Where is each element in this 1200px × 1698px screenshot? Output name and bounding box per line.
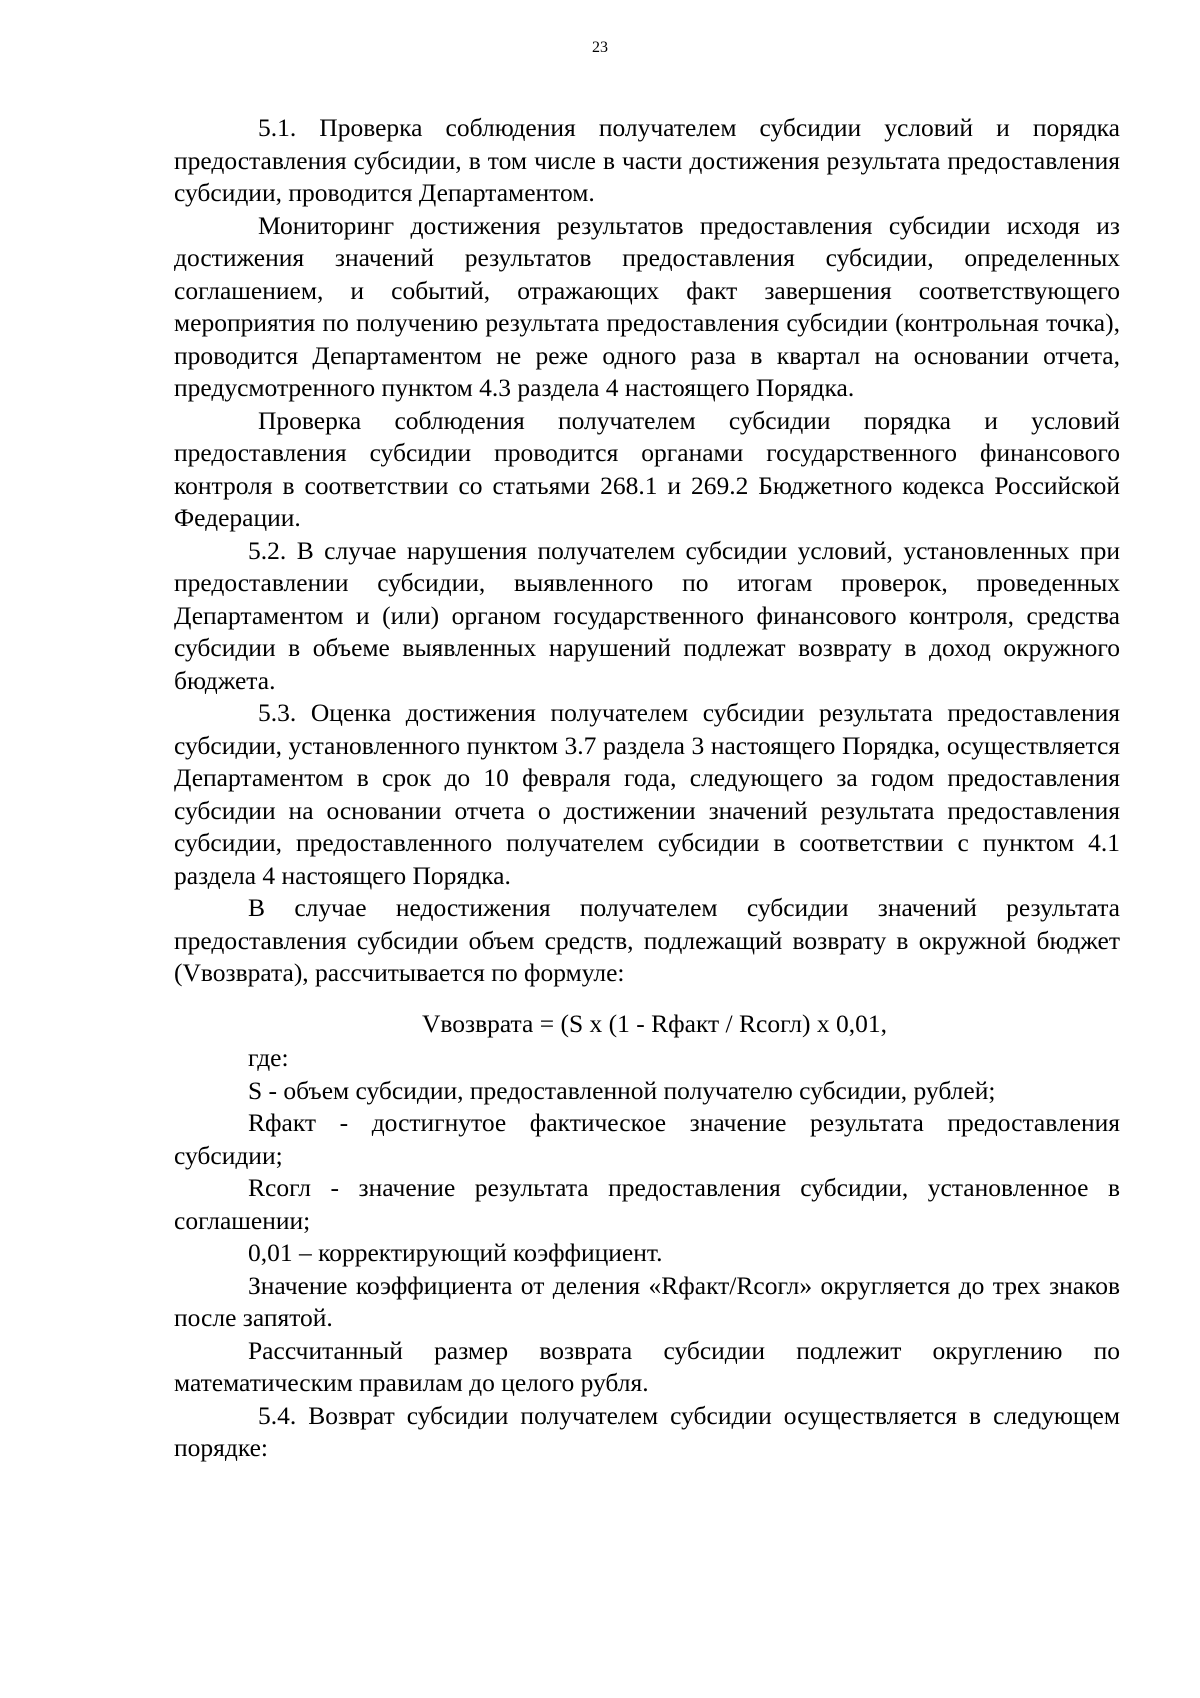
paragraph-5-3: 5.3. Оценка достижения получателем субсидии результата предоставления субсидии, установленного пунктом 3.7 раздела 3 настоящего Порядка, осуществляется Департаментом в срок до 10 февраля года, следующего за годом предоставления субсидии на основании отчета о достижении значений результата предоставления субсидии, предоставленного получателем субсидии в соответствии с пунктом 4.1 раздела 4 настоящего Порядка. (174, 698, 1120, 890)
definition-r-sogl: Rсогл - значение результата предоставления субсидии, установленное в соглашении; (174, 1173, 1120, 1235)
definition-s: S - объем субсидии, предоставленной получателю субсидии, рублей; (248, 1075, 996, 1105)
definition-coefficient: 0,01 – корректирующий коэффициент. (248, 1238, 663, 1267)
paragraph-financial-control: Проверка соблюдения получателем субсидии порядка и условий предоставления субсидии проводится органами государственного финансового контроля в соответствии со статьями 268.1 и 269.2 Бюджетного кодекса Российской Федерации. (174, 405, 1120, 532)
paragraph-5-4: 5.4. Возврат субсидии получателем субсидии осуществляется в следующем порядке: (174, 1400, 1120, 1462)
definition-r-fact: Rфакт - достигнутое фактическое значение результата предоставления субсидии; (174, 1108, 1120, 1170)
paragraph-5-1: 5.1. Проверка соблюдения получателем субсидии условий и порядка предоставления субсидии, в том числе в части достижения результата предоставления субсидии, проводится Департаментом. (174, 113, 1120, 207)
paragraph-5-2: 5.2. В случае нарушения получателем субсидии условий, установленных при предоставлении субсидии, выявленного по итогам проверок, проведенных Департаментом и (или) органом государственного финансового контроля, средства субсидии в объеме выявленных нарушений подлежат возврату в доход окружного бюджета. (174, 535, 1120, 695)
document-body (174, 112, 1120, 1465)
paragraph-monitoring: Мониторинг достижения результатов предоставления субсидии исходя из достижения значений результатов предоставления субсидии, определенных соглашением, и событий, отражающих факт завершения соответствующего мероприятия по получению результата предоставления субсидии (контрольная точка), проводится Департаментом не реже одного раза в квартал на основании отчета, предусмотренного пунктом 4.3 раздела 4 настоящего Порядка. (174, 210, 1120, 402)
rounding-refund-note: Рассчитанный размер возврата субсидии подлежит округлению по математическим правилам до целого рубля. (174, 1335, 1120, 1397)
page-number: 23 (592, 39, 608, 56)
rounding-coefficient-note: Значение коэффициента от деления «Rфакт/Rсогл» округляется до трех знаков после запятой. (174, 1270, 1120, 1332)
where-label: где: (248, 1043, 289, 1072)
paragraph-non-achievement: В случае недостижения получателем субсидии значений результата предоставления субсидии объем средств, подлежащий возврату в окружной бюджет (Vвозврата), рассчитывается по формуле: (174, 893, 1120, 987)
refund-formula: Vвозврата = (S х (1 - Rфакт / Rсогл) х 0,01, (422, 1008, 887, 1038)
